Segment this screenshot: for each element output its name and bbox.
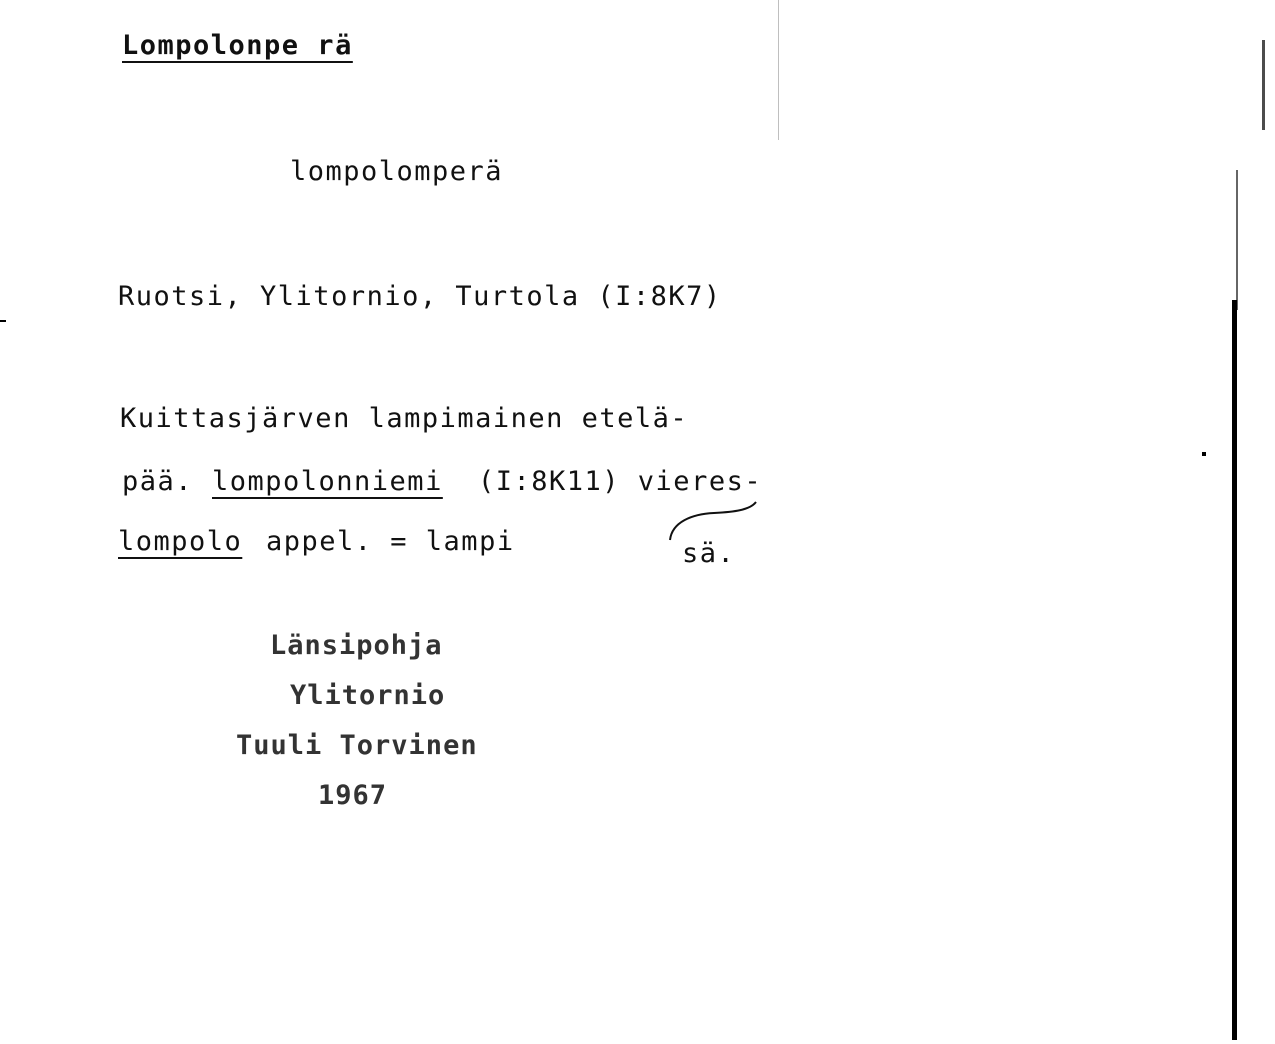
card-edge-line [1232,300,1237,1040]
stamp-year: 1967 [318,780,388,811]
stamp-collector: Tuuli Torvinen [236,730,478,761]
stamp-parish: Ylitornio [290,680,446,711]
description-line-2-start: pää. [122,466,194,497]
description-line-2-end: (I:8K11) vieres- [478,466,763,497]
location-line: Ruotsi, Ylitornio, Turtola (I:8K7) [118,281,722,312]
description-line-1: Kuittasjärven lampimainen etelä- [120,403,689,434]
cross-reference-lompolonniemi: lompolonniemi [212,466,443,497]
scan-edge-mark [1262,40,1265,130]
handwritten-continuation: sä. [682,538,736,569]
cross-reference-lompolo: lompolo [118,526,243,557]
scan-speck [1202,452,1206,456]
scan-speck-left [0,320,6,322]
headword: Lompolonpe rä [122,30,353,61]
stamp-region: Länsipohja [270,630,443,661]
description-line-3: appel. = lampi [266,526,515,557]
fold-mark [778,0,779,140]
card-edge-line-top [1236,170,1238,310]
word-form: lompolomperä [290,156,504,187]
